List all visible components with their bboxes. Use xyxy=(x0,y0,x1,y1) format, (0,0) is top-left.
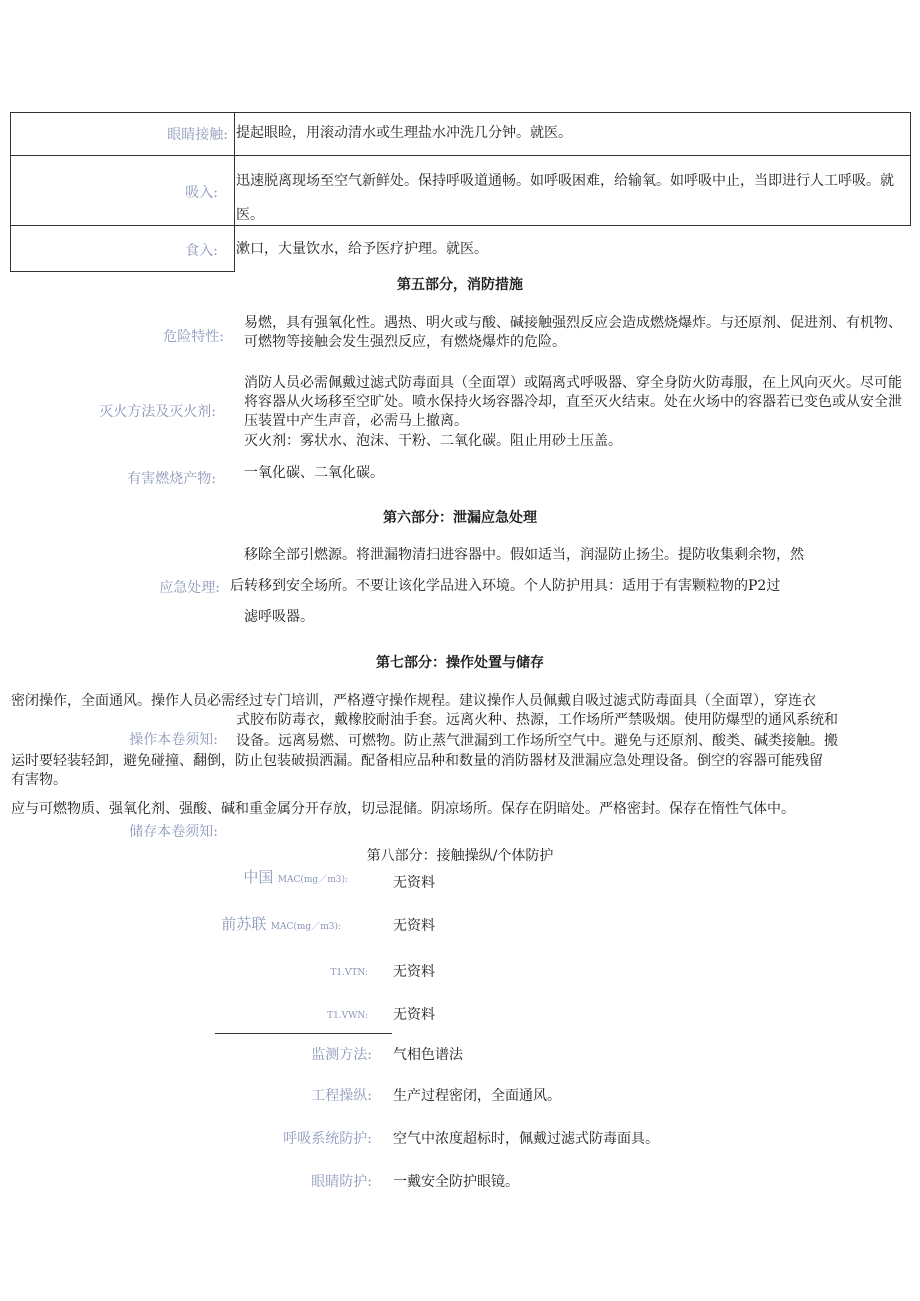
respiratory-value: 空气中浓度超标时，佩戴过滤式防毒面具。 xyxy=(393,1131,659,1147)
table-col-divider xyxy=(234,112,235,226)
inhale-label: 吸入: xyxy=(185,185,218,201)
exposure-label-china xyxy=(150,866,348,887)
operation-line-1: 密闭操作，全面通风。操作人员必需经过专门培训，严格遵守操作规程。建议操作人员佩戴自吸过滤式防毒面具（全面罩），穿连衣 xyxy=(11,693,816,709)
exposure-label-ussr xyxy=(150,913,341,934)
section8-title: 第八部分：接触操纵/个体防护 xyxy=(366,848,554,864)
eye-contact-text: 提起眼睑，用滚动清水或生理盐水冲洗几分钟。就医。 xyxy=(236,125,572,141)
spill-label: 应急处理: xyxy=(159,580,220,596)
table-row-divider xyxy=(10,155,911,156)
exposure-label-ussr-main: 前苏联 xyxy=(221,915,267,933)
spill-line-3: 滤呼吸器。 xyxy=(244,609,314,625)
inhale-text: 迅速脱离现场至空气新鲜处。保持呼吸道通畅。如呼吸困难，给输氧。如呼吸中止，当即进行人工呼吸。就医。 xyxy=(236,173,894,223)
fire-method-text: 消防人员必需佩戴过滤式防毒面具（全面罩）或隔离式呼吸器、穿全身防火防毒服，在上风向灭火。尽可能将容器从火场移至空旷处。喷水保持火场容器冷却，直至灭火结束。处在火场中的容器若已变色或从安全泄压装置中产生声音，必需马上撤离。 xyxy=(244,375,902,429)
exposure-value-china: 无资料 xyxy=(393,875,435,891)
exposure-value-ussr: 无资料 xyxy=(393,918,435,934)
exposure-label-tvwn xyxy=(250,1006,368,1022)
storage-text: 应与可燃物质、强氧化剂、强酸、碱和重金属分开存放，切忌混储。阴凉场所。保存在阴暗处。严格密封。保存在惰性气体中。 xyxy=(11,801,795,817)
engineering-label: 工程操纵: xyxy=(311,1088,372,1104)
storage-label: 储存本卷须知: xyxy=(129,824,218,840)
monitor-label: 监测方法: xyxy=(311,1047,372,1063)
exposure-value-tvwn: 无资料 xyxy=(393,1007,435,1023)
section6-title: 第六部分：泄漏应急处理 xyxy=(383,510,537,526)
ingest-text: 漱口，大量饮水，给予医疗护理。就医。 xyxy=(236,241,488,257)
monitor-value: 气相色谱法 xyxy=(393,1047,463,1063)
spill-line-2: 后转移到安全场所。不要让该化学品进入环境。个人防护用具：适用于有害颗粒物的P2过 xyxy=(230,578,781,594)
extinguishing-agent-text: 灭火剂：雾状水、泡沫、干粉、二氧化碳。阻止用砂土压盖。 xyxy=(244,433,622,449)
operation-line-2: 式胶布防毒衣，戴橡胶耐油手套。远离火种、热源，工作场所严禁吸烟。使用防爆型的通风系统和 xyxy=(236,712,838,728)
hazard-label: 危险特性: xyxy=(163,329,224,345)
ingest-label: 食入: xyxy=(185,243,218,259)
combustion-products-label: 有害燃烧产物: xyxy=(127,471,216,487)
eye-protection-value: 一戴安全防护眼镜。 xyxy=(393,1174,519,1190)
exposure-label-china-unit: MAC(mg／m3): xyxy=(277,875,348,885)
exposure-label-tvwn-text: T1.VWN: xyxy=(327,1011,368,1021)
section7-title: 第七部分：操作处置与储存 xyxy=(376,655,544,671)
exposure-value-tvtn: 无资料 xyxy=(393,964,435,980)
operation-label: 操作本卷须知: xyxy=(129,732,218,748)
eye-contact-label: 眼睛接触: xyxy=(167,127,228,143)
operation-line-4: 运时要轻装轻卸，避免碰撞、翻倒，防止包装破损洒漏。配备相应品种和数量的消防器材及泄漏应急处理设备。倒空的容器可能残留 xyxy=(11,753,823,769)
engineering-value: 生产过程密闭，全面通风。 xyxy=(393,1088,561,1104)
exposure-label-china-main: 中国 xyxy=(243,868,274,886)
section5-title: 第五部分，消防措施 xyxy=(397,277,523,293)
operation-line-3: 设备。远离易燃、可燃物。防止蒸气泄漏到工作场所空气中。避免与还原剂、酸类、碱类接触。搬 xyxy=(236,733,838,749)
divider-line xyxy=(215,1033,392,1034)
combustion-products-text: 一氧化碳、二氧化碳。 xyxy=(244,465,384,481)
exposure-label-ussr-unit: MAC(mg／m3): xyxy=(270,922,341,932)
spill-line-1: 移除全部引燃源。将泄漏物清扫进容器中。假如适当，润湿防止扬尘。提防收集剩余物，然 xyxy=(244,547,804,563)
respiratory-label: 呼吸系统防护: xyxy=(283,1131,372,1147)
hazard-text: 易燃，具有强氧化性。遇热、明火或与酸、碱接触强烈反应会造成燃烧爆炸。与还原剂、促进剂、有机物、可燃物等接触会发生强烈反应，有燃烧爆炸的危险。 xyxy=(244,315,902,350)
operation-line-5: 有害物。 xyxy=(11,772,67,788)
eye-protection-label: 眼睛防护: xyxy=(311,1174,372,1190)
exposure-label-tvtn-text: T1.VTN: xyxy=(330,968,368,978)
fire-method-label: 灭火方法及灭火剂: xyxy=(99,404,216,420)
exposure-label-tvtn xyxy=(250,963,368,979)
